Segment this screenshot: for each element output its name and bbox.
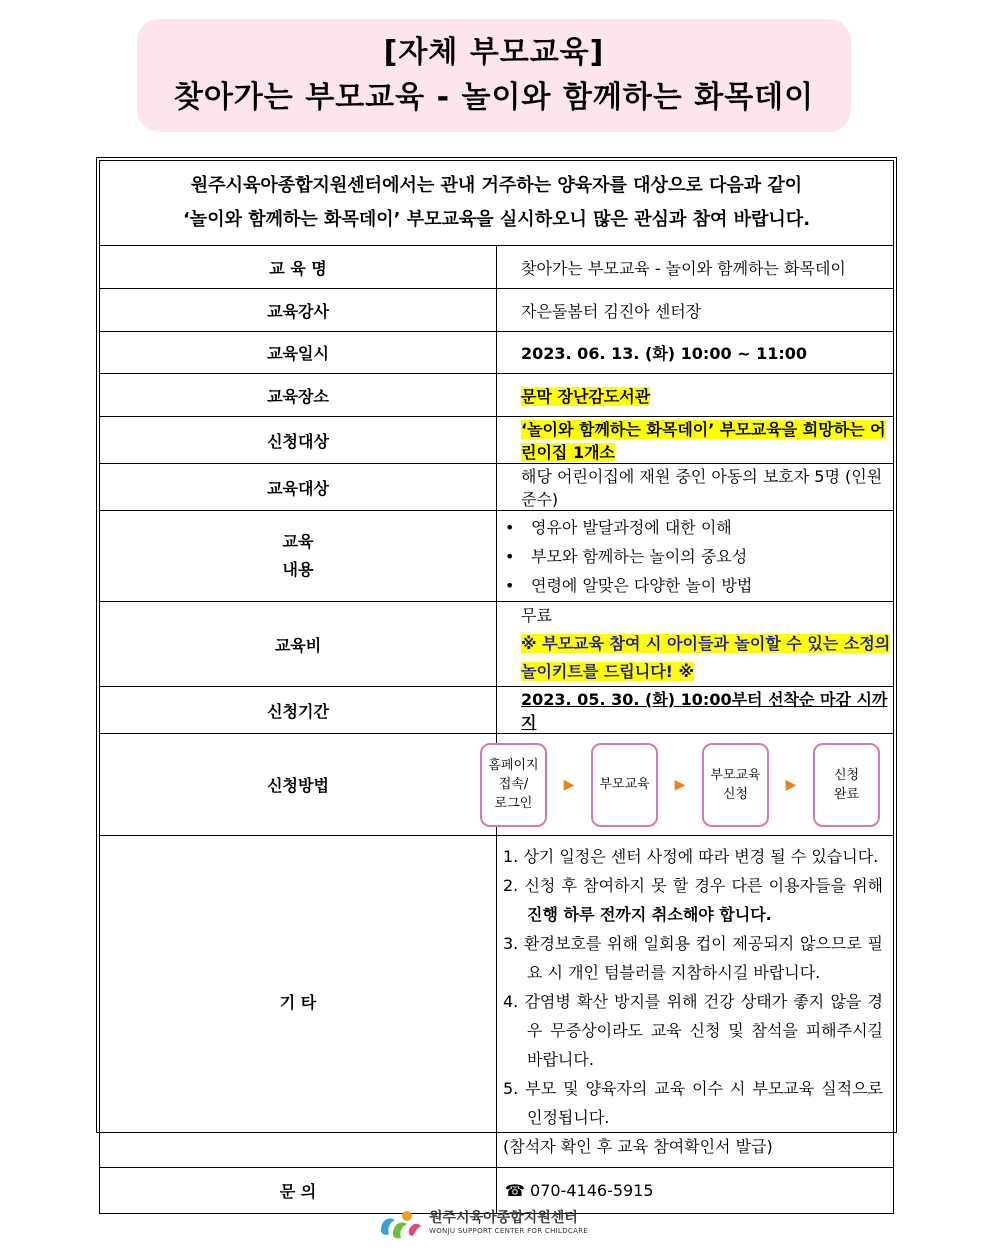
value-datetime: 2023. 06. 13. (화) 10:00 ~ 11:00 [497, 332, 894, 374]
bullet-icon: • [505, 575, 515, 595]
content-item-text: 부모와 함께하는 놀이의 중요성 [531, 546, 748, 566]
arrow-right-icon: ▶ [785, 776, 797, 793]
etc-item5-text: 5. 부모 및 양육자의 교육 이수 시 부모교육 실적으로 인정됩니다. [503, 1079, 883, 1127]
content-item-text: 영유아 발달과정에 대한 이해 [531, 517, 732, 537]
list-item [503, 1074, 883, 1161]
row-method [100, 734, 894, 836]
intro-line1: 원주시육아종합지원센터에서는 관내 거주하는 양육자를 대상으로 다음과 같이 [190, 175, 803, 196]
row-etc [100, 836, 894, 1168]
list-item [505, 571, 893, 600]
list-item [503, 871, 883, 929]
row-fee [100, 602, 894, 687]
label-place: 교육장소 [100, 374, 497, 417]
label-contact: 문 의 [100, 1168, 497, 1214]
row-applicant [100, 417, 894, 464]
label-content-line1: 교육 [282, 532, 314, 551]
row-content [100, 511, 894, 602]
value-instructor: 자은돌봄터 김진아 센터장 [497, 289, 894, 332]
value-fee: 무료 [521, 606, 552, 625]
step-parent-education [591, 743, 658, 827]
etc-list [497, 836, 893, 1167]
content-item-text: 연령에 알맞은 다양한 놀이 방법 [531, 575, 753, 595]
step-text: 신청 [722, 786, 749, 802]
label-audience: 교육대상 [100, 464, 497, 511]
center-logo-icon [375, 1206, 425, 1240]
label-fee: 교육비 [100, 602, 497, 687]
label-name: 교 육 명 [100, 246, 497, 289]
label-instructor: 교육강사 [100, 289, 497, 332]
title-line2: 찾아가는 부모교육 - 놀이와 함께하는 화목데이 [173, 79, 815, 115]
info-table [99, 160, 894, 1214]
row-period [100, 687, 894, 734]
footer-org-name-en: WONJU SUPPORT CENTER FOR CHILDCARE [429, 1227, 589, 1235]
footer-logo [375, 1205, 615, 1241]
value-contact: 070-4146-5915 [530, 1181, 654, 1200]
intro-text [100, 161, 894, 246]
list-item: 3. 환경보호를 위해 일회용 컵이 제공되지 않으므로 필요 시 개인 텀블러를 지참하시길 바랍니다. [503, 934, 883, 982]
footer-org-name: 원주시육아종합지원센터 [429, 1210, 578, 1226]
step-text: 로그인 [494, 796, 533, 811]
list-item: 1. 상기 일정은 센터 사정에 따라 변경 될 수 있습니다. [503, 847, 879, 866]
bullet-icon: • [505, 546, 515, 566]
label-content-line2: 내용 [282, 560, 314, 579]
apply-steps [467, 743, 893, 827]
fee-note: ※ 부모교육 참여 시 아이들과 놀이할 수 있는 소정의 놀이키트를 드립니다! ※ [521, 634, 891, 681]
step-text: 완료 [833, 786, 860, 802]
label-content [100, 511, 497, 602]
value-audience: 해당 어린이집에 재원 중인 아동의 보호자 5명 (인원 준수) [497, 464, 894, 511]
value-name: 찾아가는 부모교육 - 놀이와 함께하는 화목데이 [497, 246, 894, 289]
value-applicant: ‘놀이와 함께하는 화목데이’ 부모교육을 희망하는 어린이집 1개소 [521, 420, 886, 462]
row-datetime [100, 332, 894, 374]
step-text: 홈페이지 [488, 758, 539, 773]
step-text: 접속/ [498, 777, 529, 792]
phone-icon: ☎ [505, 1181, 525, 1200]
step-text: 부모교육 [710, 767, 761, 783]
list-item [505, 513, 893, 542]
label-applicant: 신청대상 [100, 417, 497, 464]
content-list [497, 513, 893, 600]
row-audience [100, 464, 894, 511]
etc-item2-bold: 진행 하루 전까지 취소해야 합니다. [527, 905, 772, 924]
intro-line2: ‘놀이와 함께하는 화목데이’ 부모교육을 실시하오니 많은 관심과 참여 바랍니다. [182, 209, 811, 230]
label-method: 신청방법 [100, 734, 497, 836]
bullet-icon: • [505, 517, 515, 537]
etc-item5-sub: (참석자 확인 후 교육 참여확인서 발급) [503, 1137, 773, 1156]
list-item [505, 542, 893, 571]
row-name [100, 246, 894, 289]
etc-item2-text: 2. 신청 후 참여하지 못 할 경우 다른 이용자들을 위해 [503, 876, 883, 895]
row-place [100, 374, 894, 417]
label-datetime: 교육일시 [100, 332, 497, 374]
step-apply [702, 743, 769, 827]
step-homepage-login [480, 743, 547, 827]
list-item: 4. 감염병 확산 방지를 위해 건강 상태가 좋지 않을 경우 무증상이라도 교육 신청 및 참석을 피해주시길 바랍니다. [503, 992, 883, 1069]
arrow-right-icon: ▶ [563, 776, 575, 793]
step-text: 신청 [833, 767, 860, 783]
row-instructor [100, 289, 894, 332]
title-banner [137, 19, 851, 132]
arrow-right-icon: ▶ [674, 776, 686, 793]
value-period: 2023. 05. 30. (화) 10:00부터 선착순 마감 시까지 [521, 690, 888, 732]
title-line1: [자체 부모교육] [383, 34, 605, 70]
label-period: 신청기간 [100, 687, 497, 734]
info-frame [96, 157, 897, 1201]
step-complete [813, 743, 880, 827]
step-text: 부모교육 [599, 777, 650, 792]
value-place: 문막 장난감도서관 [521, 386, 651, 406]
label-etc: 기 타 [100, 836, 497, 1168]
